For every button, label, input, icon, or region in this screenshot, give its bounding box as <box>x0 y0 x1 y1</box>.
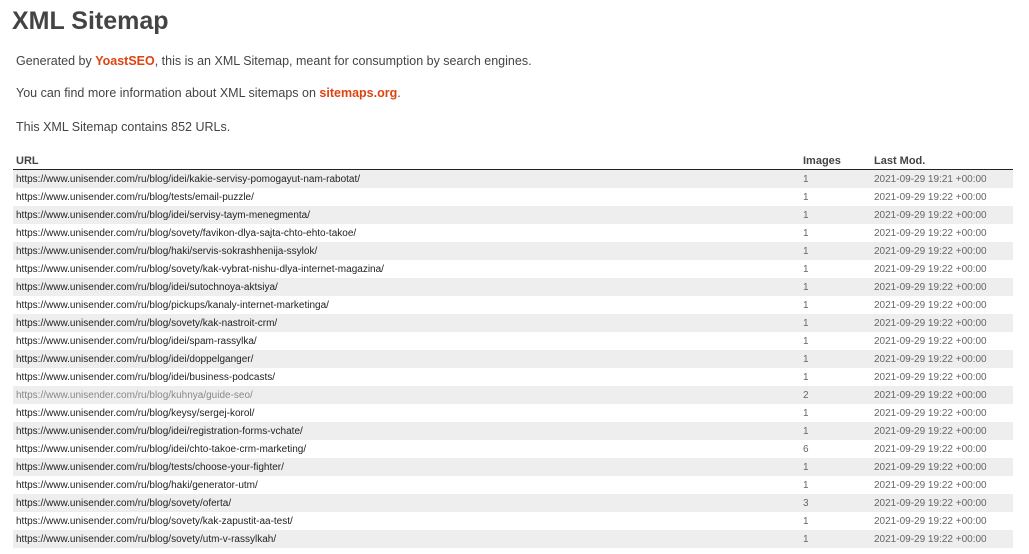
url-link[interactable]: https://www.unisender.com/ru/blog/idei/spam-rassylka/ <box>16 335 257 347</box>
cell-url <box>13 386 800 404</box>
table-row <box>13 440 1013 458</box>
column-header-images: Images <box>800 152 871 170</box>
info-prefix: You can find more information about XML sitemaps on <box>16 86 320 100</box>
cell-last-mod: 2021-09-29 19:22 +00:00 <box>871 422 1013 440</box>
url-link[interactable]: https://www.unisender.com/ru/blog/kuhnya/guide-seo/ <box>16 389 253 401</box>
cell-url <box>13 260 800 278</box>
cell-last-mod: 2021-09-29 19:22 +00:00 <box>871 314 1013 332</box>
cell-last-mod: 2021-09-29 19:22 +00:00 <box>871 386 1013 404</box>
intro-text <box>16 53 532 69</box>
table-row <box>13 206 1013 224</box>
table-row <box>13 368 1013 386</box>
url-link[interactable]: https://www.unisender.com/ru/blog/sovety/kak-vybrat-nishu-dlya-internet-magazina/ <box>16 263 384 275</box>
table-row <box>13 458 1013 476</box>
cell-last-mod: 2021-09-29 19:22 +00:00 <box>871 206 1013 224</box>
table-row <box>13 314 1013 332</box>
cell-last-mod: 2021-09-29 19:22 +00:00 <box>874 407 987 419</box>
table-row <box>13 350 1013 368</box>
url-link[interactable]: https://www.unisender.com/ru/blog/pickups/kanaly-internet-marketinga/ <box>16 299 329 311</box>
cell-last-mod: 2021-09-29 19:22 +00:00 <box>874 371 987 383</box>
url-count-text: This XML Sitemap contains 852 URLs. <box>16 120 231 134</box>
table-row <box>13 224 1013 242</box>
cell-url <box>13 224 800 242</box>
cell-images: 1 <box>803 299 809 311</box>
url-link[interactable]: https://www.unisender.com/ru/blog/idei/sutochnoya-aktsiya/ <box>16 281 278 293</box>
cell-images: 2 <box>800 386 871 404</box>
cell-images: 1 <box>803 227 809 239</box>
cell-images: 1 <box>803 479 809 491</box>
cell-images: 1 <box>800 530 871 548</box>
url-link[interactable]: https://www.unisender.com/ru/blog/idei/doppelganger/ <box>16 353 254 365</box>
cell-last-mod: 2021-09-29 19:22 +00:00 <box>871 530 1013 548</box>
table-row <box>13 404 1013 422</box>
column-header-url: URL <box>13 152 800 170</box>
url-link[interactable]: https://www.unisender.com/ru/blog/idei/servisy-taym-menegmenta/ <box>16 209 311 221</box>
url-link[interactable]: https://www.unisender.com/ru/blog/sovety/favikon-dlya-sajta-chto-ehto-takoe/ <box>16 227 357 239</box>
cell-url <box>13 206 800 224</box>
cell-url <box>13 170 800 189</box>
cell-last-mod: 2021-09-29 19:22 +00:00 <box>874 191 987 203</box>
table-row <box>13 170 1013 189</box>
url-link[interactable]: https://www.unisender.com/ru/blog/sovety/oferta/ <box>16 497 232 509</box>
table-row <box>13 278 1013 296</box>
cell-url <box>13 530 800 548</box>
cell-images: 1 <box>803 515 809 527</box>
table-row <box>13 296 1013 314</box>
url-link[interactable]: https://www.unisender.com/ru/blog/idei/kakie-servisy-pomogayut-nam-rabotat/ <box>16 173 361 185</box>
cell-last-mod: 2021-09-29 19:22 +00:00 <box>871 458 1013 476</box>
cell-url <box>13 368 800 386</box>
cell-url <box>13 332 800 350</box>
info-text <box>16 85 401 101</box>
cell-url <box>13 458 800 476</box>
cell-images: 1 <box>800 458 871 476</box>
sitemap-table <box>13 152 1013 548</box>
cell-url <box>13 422 800 440</box>
cell-last-mod: 2021-09-29 19:21 +00:00 <box>871 170 1013 189</box>
cell-images: 3 <box>800 494 871 512</box>
cell-last-mod: 2021-09-29 19:22 +00:00 <box>874 443 987 455</box>
cell-url <box>13 440 800 458</box>
url-link[interactable]: https://www.unisender.com/ru/blog/haki/generator-utm/ <box>16 479 258 491</box>
cell-url <box>13 512 800 530</box>
table-header-row <box>13 152 1013 170</box>
url-link[interactable]: https://www.unisender.com/ru/blog/tests/choose-your-fighter/ <box>16 461 284 473</box>
cell-images: 1 <box>800 422 871 440</box>
cell-images: 1 <box>800 350 871 368</box>
cell-url <box>13 188 800 206</box>
cell-url <box>13 350 800 368</box>
cell-url <box>13 404 800 422</box>
table-row <box>13 386 1013 404</box>
table-row <box>13 422 1013 440</box>
intro-prefix: Generated by <box>16 54 96 68</box>
table-row <box>13 512 1013 530</box>
cell-url <box>13 494 800 512</box>
cell-images: 1 <box>800 170 871 189</box>
cell-last-mod: 2021-09-29 19:22 +00:00 <box>874 479 987 491</box>
sitemaps-org-link[interactable]: sitemaps.org <box>319 86 398 100</box>
page-title: XML Sitemap <box>12 7 169 35</box>
cell-last-mod: 2021-09-29 19:22 +00:00 <box>871 350 1013 368</box>
cell-last-mod: 2021-09-29 19:22 +00:00 <box>874 299 987 311</box>
url-link[interactable]: https://www.unisender.com/ru/blog/tests/email-puzzle/ <box>16 191 254 203</box>
yoastseo-link[interactable]: YoastSEO <box>95 54 155 68</box>
intro-suffix: , this is an XML Sitemap, meant for consumption by search engines. <box>154 54 532 68</box>
table-row <box>13 188 1013 206</box>
cell-images: 1 <box>803 407 809 419</box>
cell-url <box>13 242 800 260</box>
cell-images: 1 <box>803 191 809 203</box>
cell-images: 1 <box>800 206 871 224</box>
cell-last-mod: 2021-09-29 19:22 +00:00 <box>874 335 987 347</box>
info-suffix: . <box>397 86 401 100</box>
cell-url <box>13 476 800 494</box>
table-row <box>13 242 1013 260</box>
cell-images: 1 <box>803 263 809 275</box>
url-link[interactable]: https://www.unisender.com/ru/blog/sovety/kak-zapustit-aa-test/ <box>16 515 293 527</box>
cell-last-mod: 2021-09-29 19:22 +00:00 <box>871 494 1013 512</box>
url-link[interactable]: https://www.unisender.com/ru/blog/idei/registration-forms-vchate/ <box>16 425 303 437</box>
cell-url <box>13 314 800 332</box>
url-link[interactable]: https://www.unisender.com/ru/blog/keysy/sergej-korol/ <box>16 407 255 419</box>
column-header-last-mod: Last Mod. <box>871 152 1013 170</box>
url-link[interactable]: https://www.unisender.com/ru/blog/idei/chto-takoe-crm-marketing/ <box>16 443 307 455</box>
table-row <box>13 476 1013 494</box>
cell-url <box>13 278 800 296</box>
cell-last-mod: 2021-09-29 19:22 +00:00 <box>874 263 987 275</box>
cell-last-mod: 2021-09-29 19:22 +00:00 <box>871 278 1013 296</box>
cell-images: 1 <box>800 278 871 296</box>
cell-last-mod: 2021-09-29 19:22 +00:00 <box>874 227 987 239</box>
table-row <box>13 332 1013 350</box>
cell-url <box>13 296 800 314</box>
cell-images: 1 <box>803 335 809 347</box>
url-link[interactable]: https://www.unisender.com/ru/blog/sovety/kak-nastroit-crm/ <box>16 317 278 329</box>
table-row <box>13 260 1013 278</box>
table-row <box>13 530 1013 548</box>
cell-images: 1 <box>800 242 871 260</box>
url-link[interactable]: https://www.unisender.com/ru/blog/idei/business-podcasts/ <box>16 371 276 383</box>
cell-images: 6 <box>803 443 809 455</box>
cell-last-mod: 2021-09-29 19:22 +00:00 <box>874 515 987 527</box>
url-link[interactable]: https://www.unisender.com/ru/blog/sovety/utm-v-rassylkah/ <box>16 533 277 545</box>
cell-last-mod: 2021-09-29 19:22 +00:00 <box>871 242 1013 260</box>
table-row <box>13 494 1013 512</box>
cell-images: 1 <box>803 371 809 383</box>
cell-images: 1 <box>800 314 871 332</box>
url-link[interactable]: https://www.unisender.com/ru/blog/haki/servis-sokrashhenija-ssylok/ <box>16 245 318 257</box>
